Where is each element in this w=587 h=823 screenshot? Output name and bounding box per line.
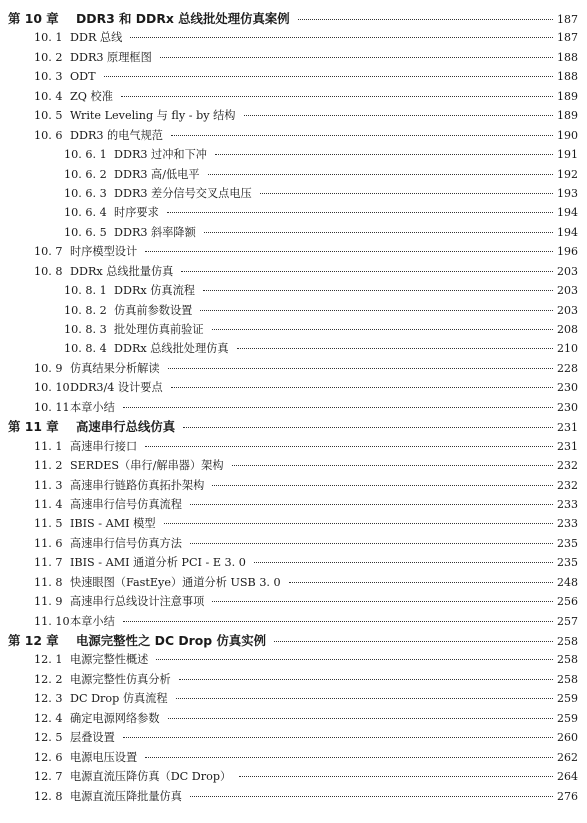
toc-entry-page-number: 235: [557, 556, 578, 570]
dot-leader: [239, 775, 553, 777]
toc-entry-page-number: 203: [557, 264, 578, 278]
dot-leader: [190, 795, 553, 797]
toc-entry-title: 仿真结果分析解读: [70, 361, 160, 375]
toc-entry-number: 10. 1: [34, 31, 63, 45]
toc-entry-number: 12. 4: [34, 711, 63, 725]
toc-entry-title: DDR3 过冲和下冲: [114, 148, 207, 162]
toc-entry-number: 11. 2: [34, 459, 63, 473]
dot-leader: [183, 426, 553, 428]
toc-entry-number: 12. 6: [34, 750, 63, 764]
toc-entry-number: 12. 3: [34, 692, 63, 706]
toc-entry-page-number: 191: [557, 148, 578, 162]
toc-entry-title: 电源直流压降仿真（DC Drop）: [70, 770, 232, 784]
toc-entry-title: ZQ 校准: [70, 89, 113, 103]
dot-leader: [168, 717, 553, 719]
toc-entry-page-number: 262: [557, 750, 578, 764]
toc-entry-title: DDRx 总线批量仿真: [70, 264, 174, 278]
toc-subsection-entry[interactable]: [0, 320, 587, 339]
toc-subsection-entry[interactable]: [0, 223, 587, 242]
dot-leader: [190, 503, 553, 505]
toc-entry-number: 10. 6. 3: [64, 186, 107, 200]
toc-entry-number: 10. 6. 5: [64, 225, 107, 239]
toc-section-entry[interactable]: [0, 709, 587, 728]
toc-entry-page-number: 193: [557, 186, 578, 200]
dot-leader: [260, 192, 553, 194]
toc-section-entry[interactable]: [0, 262, 587, 281]
toc-entry-number: 11. 9: [34, 595, 63, 609]
toc-subsection-entry[interactable]: [0, 339, 587, 358]
dot-leader: [203, 289, 553, 291]
toc-entry-title: 电源直流压降批量仿真: [70, 789, 182, 803]
toc-entry-page-number: 258: [557, 653, 578, 667]
toc-entry-number: 10. 8: [34, 264, 63, 278]
toc-entry-number: 10. 6. 2: [64, 167, 107, 181]
toc-entry-title: 快速眼图（FastEye）通道分析 USB 3. 0: [70, 575, 281, 589]
toc-entry-page-number: 194: [557, 225, 578, 239]
toc-entry-number: 11. 8: [34, 575, 63, 589]
toc-entry-number: 12. 1: [34, 653, 63, 667]
toc-entry-number: 12. 7: [34, 770, 63, 784]
toc-section-entry[interactable]: [0, 87, 587, 106]
toc-entry-page-number: 276: [557, 789, 578, 803]
toc-section-entry[interactable]: [0, 48, 587, 67]
toc-entry-number: 11. 1: [34, 439, 63, 453]
toc-entry-number: 11. 10: [34, 614, 70, 628]
dot-leader: [176, 697, 553, 699]
dot-leader: [208, 173, 553, 175]
toc-section-entry[interactable]: [0, 670, 587, 689]
dot-leader: [212, 484, 553, 486]
dot-leader: [121, 95, 553, 97]
toc-section-entry[interactable]: [0, 514, 587, 533]
toc-entry-page-number: 203: [557, 303, 578, 317]
dot-leader: [190, 542, 553, 544]
toc-entry-number: 11. 4: [34, 497, 63, 511]
toc-entry-page-number: 208: [557, 323, 578, 336]
dot-leader: [167, 211, 553, 213]
toc-entry-page-number: 230: [557, 400, 578, 414]
dot-leader: [145, 445, 553, 447]
toc-entry-page-number: 256: [557, 595, 578, 609]
toc-section-entry[interactable]: [0, 748, 587, 767]
dot-leader: [289, 581, 553, 583]
toc-entry-number: 10. 8. 4: [64, 342, 107, 356]
toc-entry-page-number: 233: [557, 517, 578, 531]
toc-section-entry[interactable]: [0, 728, 587, 747]
toc-section-entry[interactable]: [0, 67, 587, 86]
toc-entry-title: DDR3/4 设计要点: [70, 381, 163, 395]
toc-entry-title: 电源完整性仿真分析: [70, 672, 171, 686]
toc-entry-title: 批处理仿真前验证: [114, 323, 204, 336]
toc-subsection-entry[interactable]: [0, 301, 587, 320]
table-of-contents: [0, 9, 587, 806]
dot-leader: [104, 75, 553, 77]
toc-entry-title: DDR3 和 DDRx 总线批处理仿真案例: [76, 11, 290, 26]
toc-section-entry[interactable]: [0, 378, 587, 397]
toc-section-entry[interactable]: [0, 28, 587, 47]
dot-leader: [254, 561, 553, 563]
toc-section-entry[interactable]: [0, 573, 587, 592]
toc-section-entry[interactable]: [0, 359, 587, 378]
toc-entry-page-number: 187: [557, 13, 578, 26]
toc-entry-title: 高速串行信号仿真方法: [70, 536, 182, 550]
toc-entry-number: 10. 3: [34, 70, 63, 84]
toc-chapter-entry[interactable]: [0, 631, 587, 650]
toc-entry-title: 确定电源网络参数: [70, 711, 160, 725]
toc-entry-page-number: 231: [557, 421, 578, 435]
toc-entry-page-number: 258: [557, 635, 578, 648]
toc-entry-page-number: 187: [557, 31, 578, 45]
toc-entry-page-number: 259: [557, 711, 578, 725]
dot-leader: [123, 406, 553, 408]
toc-entry-number: 11. 5: [34, 517, 63, 531]
dot-leader: [212, 328, 553, 330]
toc-entry-title: Write Leveling 与 fly - by 结构: [70, 109, 236, 123]
toc-section-entry[interactable]: [0, 612, 587, 631]
dot-leader: [200, 309, 553, 311]
toc-entry-number: 第 12 章: [8, 633, 59, 648]
toc-entry-page-number: 188: [557, 50, 578, 64]
toc-section-entry[interactable]: [0, 437, 587, 456]
toc-entry-number: 第 10 章: [8, 11, 59, 26]
toc-entry-number: 10. 5: [34, 109, 63, 123]
toc-entry-number: 10. 6: [34, 128, 63, 142]
toc-section-entry[interactable]: [0, 592, 587, 611]
toc-entry-page-number: 230: [557, 381, 578, 395]
toc-section-entry[interactable]: [0, 398, 587, 417]
toc-entry-number: 12. 8: [34, 789, 63, 803]
toc-entry-number: 10. 8. 2: [64, 303, 107, 317]
toc-section-entry[interactable]: [0, 534, 587, 553]
dot-leader: [171, 386, 553, 388]
dot-leader: [298, 18, 553, 20]
toc-entry-number: 10. 8. 1: [64, 284, 107, 298]
toc-section-entry[interactable]: [0, 787, 587, 806]
toc-entry-title: DDR3 的电气规范: [70, 128, 163, 142]
toc-entry-page-number: 203: [557, 284, 578, 298]
toc-section-entry[interactable]: [0, 456, 587, 475]
toc-entry-title: DDRx 总线批处理仿真: [114, 342, 229, 356]
toc-entry-title: SERDES（串行/解串器）架构: [70, 459, 224, 473]
toc-entry-title: 电源完整性概述: [70, 653, 149, 667]
dot-leader: [204, 231, 553, 233]
dot-leader: [145, 756, 553, 758]
dot-leader: [181, 270, 553, 272]
toc-entry-title: 电源完整性之 DC Drop 仿真实例: [76, 633, 267, 648]
toc-entry-number: 10. 10: [34, 381, 70, 395]
toc-entry-page-number: 232: [557, 478, 578, 492]
dot-leader: [232, 464, 553, 466]
toc-entry-page-number: 188: [557, 70, 578, 84]
toc-entry-title: DDR3 斜率降额: [114, 225, 196, 239]
toc-entry-number: 10. 2: [34, 50, 63, 64]
toc-entry-page-number: 248: [557, 575, 578, 589]
toc-entry-number: 10. 4: [34, 89, 63, 103]
dot-leader: [164, 522, 553, 524]
toc-entry-number: 第 11 章: [8, 419, 59, 435]
toc-entry-page-number: 233: [557, 497, 578, 511]
toc-section-entry[interactable]: [0, 767, 587, 786]
toc-subsection-entry[interactable]: [0, 145, 587, 164]
toc-entry-number: 10. 8. 3: [64, 323, 107, 336]
toc-entry-title: 本章小结: [70, 400, 115, 414]
toc-entry-number: 11. 3: [34, 478, 63, 492]
toc-chapter-entry[interactable]: [0, 9, 587, 28]
toc-entry-title: 时序要求: [114, 206, 159, 220]
dot-leader: [168, 367, 553, 369]
toc-entry-title: 高速串行总线仿真: [76, 419, 176, 435]
dot-leader: [160, 56, 553, 58]
toc-entry-title: IBIS - AMI 通道分析 PCI - E 3. 0: [70, 556, 246, 570]
toc-entry-title: 高速串行接口: [70, 439, 138, 453]
toc-entry-page-number: 196: [557, 245, 578, 259]
toc-subsection-entry[interactable]: [0, 184, 587, 203]
toc-entry-title: DDR 总线: [70, 31, 123, 45]
toc-entry-title: 电源电压设置: [70, 750, 138, 764]
dot-leader: [123, 620, 553, 622]
toc-entry-title: DDR3 差分信号交叉点电压: [114, 186, 252, 200]
toc-entry-number: 10. 6. 1: [64, 148, 107, 162]
toc-subsection-entry[interactable]: [0, 165, 587, 184]
dot-leader: [123, 736, 553, 738]
toc-entry-page-number: 258: [557, 672, 578, 686]
dot-leader: [212, 600, 553, 602]
dot-leader: [274, 640, 553, 642]
toc-subsection-entry[interactable]: [0, 203, 587, 222]
dot-leader: [156, 658, 553, 660]
toc-entry-number: 11. 7: [34, 556, 63, 570]
toc-entry-page-number: 228: [557, 361, 578, 375]
toc-section-entry[interactable]: [0, 476, 587, 495]
toc-section-entry[interactable]: [0, 650, 587, 669]
dot-leader: [130, 36, 553, 38]
toc-section-entry[interactable]: [0, 553, 587, 572]
toc-section-entry[interactable]: [0, 126, 587, 145]
toc-entry-page-number: 260: [557, 731, 578, 745]
toc-entry-title: 仿真前参数设置: [114, 303, 193, 317]
toc-entry-page-number: 192: [557, 167, 578, 181]
toc-entry-title: DDR3 高/低电平: [114, 167, 200, 181]
toc-entry-title: DDR3 原理框图: [70, 50, 152, 64]
toc-entry-page-number: 189: [557, 89, 578, 103]
toc-entry-title: 高速串行链路仿真拓扑架构: [70, 478, 205, 492]
toc-section-entry[interactable]: [0, 106, 587, 125]
toc-entry-title: 高速串行总线设计注意事项: [70, 595, 205, 609]
toc-entry-page-number: 190: [557, 128, 578, 142]
toc-entry-number: 10. 9: [34, 361, 63, 375]
toc-subsection-entry[interactable]: [0, 281, 587, 300]
toc-entry-page-number: 264: [557, 770, 578, 784]
toc-entry-number: 10. 7: [34, 245, 63, 259]
toc-entry-number: 11. 6: [34, 536, 63, 550]
toc-entry-page-number: 194: [557, 206, 578, 220]
toc-entry-title: IBIS - AMI 模型: [70, 517, 156, 531]
toc-section-entry[interactable]: [0, 242, 587, 261]
dot-leader: [171, 134, 553, 136]
toc-entry-title: 高速串行信号仿真流程: [70, 497, 182, 511]
dot-leader: [237, 347, 553, 349]
toc-entry-number: 10. 11: [34, 400, 70, 414]
toc-entry-number: 10. 6. 4: [64, 206, 107, 220]
toc-entry-page-number: 235: [557, 536, 578, 550]
toc-entry-title: DC Drop 仿真流程: [70, 692, 168, 706]
toc-chapter-entry[interactable]: [0, 417, 587, 436]
toc-entry-title: 层叠设置: [70, 731, 115, 745]
toc-entry-title: 时序模型设计: [70, 245, 138, 259]
toc-section-entry[interactable]: [0, 689, 587, 708]
toc-entry-page-number: 257: [557, 614, 578, 628]
toc-entry-title: DDRx 仿真流程: [114, 284, 195, 298]
toc-entry-title: ODT: [70, 70, 96, 84]
toc-entry-page-number: 259: [557, 692, 578, 706]
dot-leader: [179, 678, 553, 680]
dot-leader: [215, 153, 553, 155]
toc-entry-number: 12. 5: [34, 731, 63, 745]
toc-entry-page-number: 189: [557, 109, 578, 123]
toc-entry-number: 12. 2: [34, 672, 63, 686]
dot-leader: [145, 250, 553, 252]
dot-leader: [244, 114, 554, 116]
toc-section-entry[interactable]: [0, 495, 587, 514]
toc-entry-title: 本章小结: [70, 614, 115, 628]
toc-entry-page-number: 210: [557, 342, 578, 356]
toc-entry-page-number: 232: [557, 459, 578, 473]
toc-entry-page-number: 231: [557, 439, 578, 453]
